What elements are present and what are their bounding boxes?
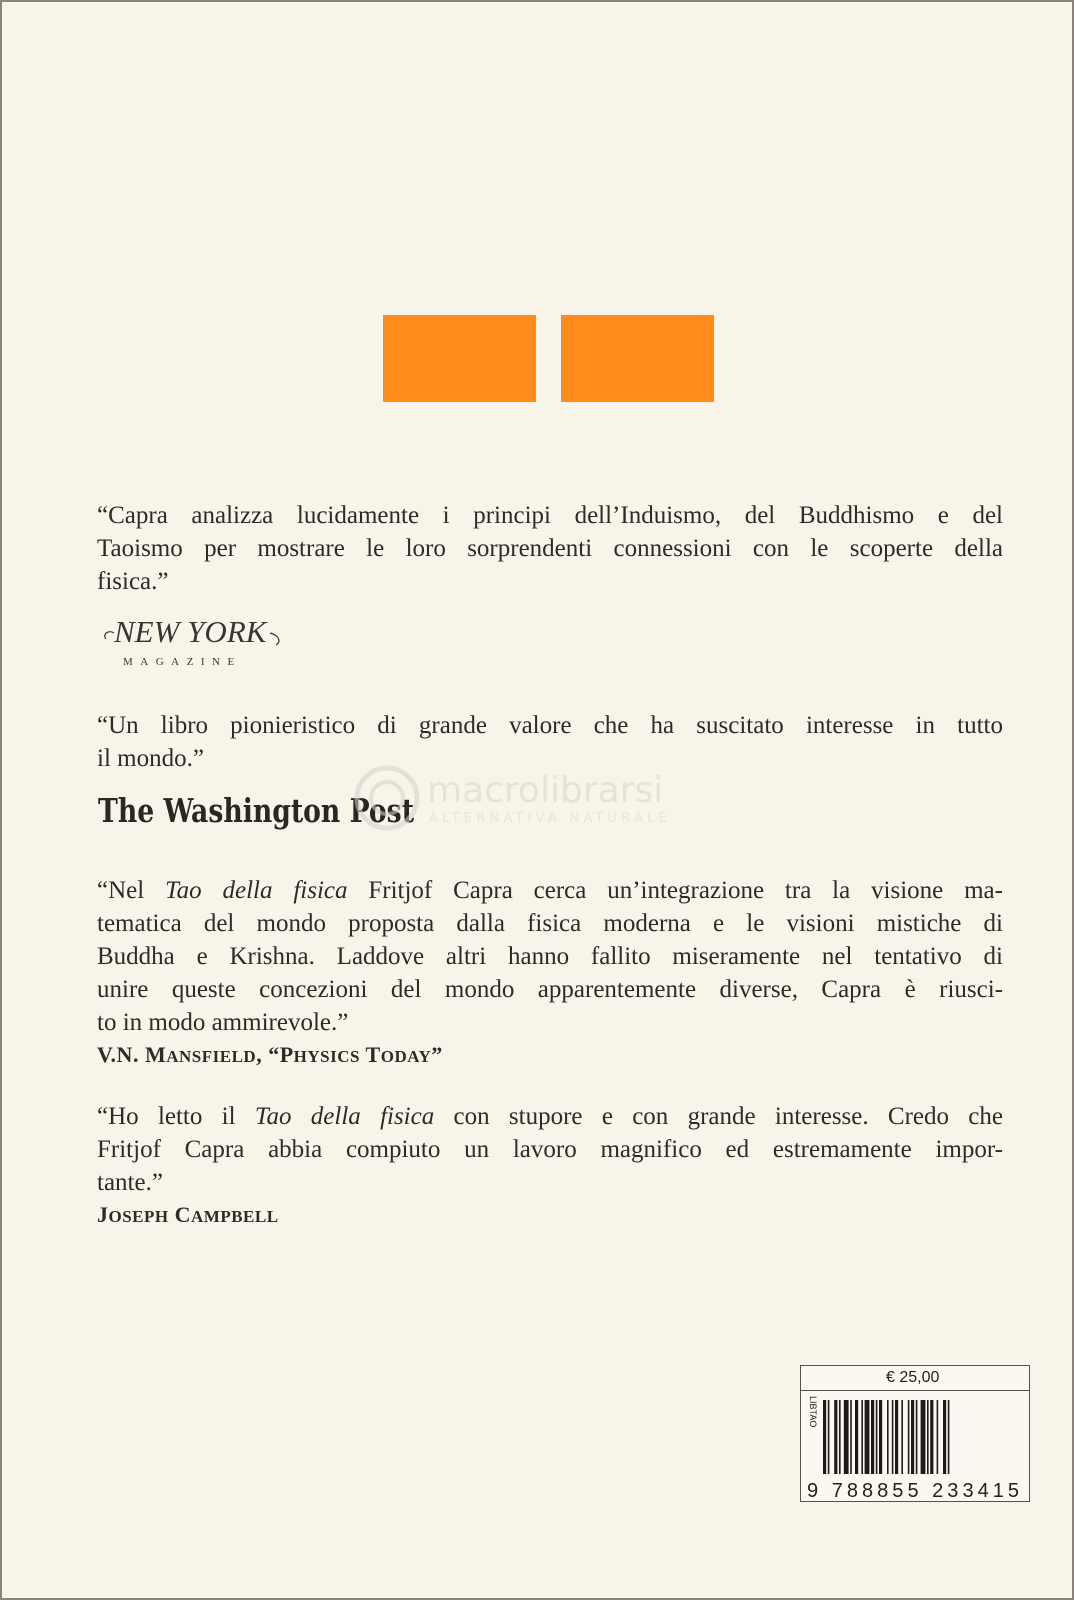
barcode-bar: [855, 1400, 858, 1474]
quote-line: fisica.”: [97, 568, 169, 595]
price-barcode-box: [800, 1365, 1030, 1502]
isbn-barcode: [801, 1390, 1029, 1502]
quote-line: Taoismo per mostrare le loro sorprendenti connessioni con le scoperte della: [97, 535, 1003, 562]
barcode-bar: [921, 1400, 926, 1474]
barcode-bars: [823, 1400, 949, 1474]
barcode-bar: [834, 1400, 837, 1474]
quote-new-york: [97, 499, 1003, 598]
barcode-bar: [844, 1400, 849, 1474]
quote-line: Fritjof Capra abbia compiuto un lavoro magnifico ed estremamente impor-: [97, 1136, 1003, 1163]
macrolibrarsi-watermark: [347, 760, 747, 840]
quote-line: “Un libro pionieristico di grande valore che ha suscitato interesse in tutto: [97, 712, 1003, 739]
quote-line: to in modo ammirevole.”: [97, 1009, 349, 1036]
quote-text: con stupore e con grande interesse. Credo che: [434, 1103, 1004, 1130]
quote-line: “Capra analizza lucidamente i principi dell’Induismo, del Buddhismo e del: [97, 502, 1003, 529]
barcode-bar: [948, 1400, 950, 1474]
wapo-title: The Washington Post: [98, 791, 415, 830]
barcode-bar: [937, 1400, 939, 1474]
book-title: Tao della fisica: [254, 1103, 435, 1130]
isbn-digits: 9 788855 233415: [807, 1480, 1019, 1502]
quote-line: unire queste concezioni del mondo apparentemente diverse, Capra è riusci-: [97, 976, 1003, 1003]
product-code: LIBTAO: [808, 1396, 818, 1428]
barcode-bar: [943, 1400, 946, 1474]
barcode-bar: [871, 1400, 874, 1474]
barcode-bar: [865, 1400, 870, 1474]
barcode-bar: [839, 1400, 841, 1474]
quote-line: Buddha e Krishna. Laddove altri hanno fallito miseramente nel tentativo di: [97, 943, 1003, 970]
barcode-bar: [901, 1400, 903, 1474]
quote-line: [97, 1100, 1003, 1133]
quote-text: “Nel: [97, 877, 166, 904]
barcode-bar: [911, 1400, 914, 1474]
watermark-tagline: ALTERNATIVA NATURALE: [429, 811, 671, 826]
book-title: Tao della fisica: [165, 877, 348, 904]
barcode-bar: [887, 1400, 889, 1474]
nym-subtitle: MAGAZINE: [123, 656, 242, 668]
quote-attribution: JOSEPH CAMPBELL: [97, 1202, 279, 1227]
watermark-brand: macrolibrarsi: [427, 770, 664, 811]
quote-joseph-campbell: [97, 1100, 1003, 1233]
quote-line: il mondo.”: [97, 745, 204, 772]
barcode-bar: [850, 1400, 852, 1474]
barcode-bar: [861, 1400, 863, 1474]
barcode-bar: [828, 1400, 830, 1474]
quote-line: tematica del mondo proposta dalla fisica moderna e le visioni mistiche di: [97, 910, 1003, 937]
orange-square-right: [561, 315, 714, 402]
quote-line: [97, 874, 1003, 907]
quote-line: tante.”: [97, 1169, 163, 1196]
barcode-bar: [892, 1400, 894, 1474]
barcode-bar: [879, 1400, 882, 1474]
barcode-bar: [908, 1400, 910, 1474]
barcode-bar: [895, 1400, 898, 1474]
barcode-bar: [823, 1400, 826, 1474]
barcode-bar: [876, 1400, 878, 1474]
price-label: € 25,00: [801, 1366, 1029, 1391]
quote-physics-today: [97, 874, 1003, 1073]
quote-text: Fritjof Capra cerca un’integrazione tra la visione ma-: [347, 877, 1003, 904]
quote-text: “Ho letto il: [97, 1103, 255, 1130]
quote-attribution: V.N. MANSFIELD, “PHYSICS TODAY”: [97, 1042, 443, 1067]
barcode-bar: [927, 1400, 929, 1474]
new-york-magazine-logo: [100, 605, 300, 675]
nym-title: NEW YORK: [114, 614, 267, 649]
barcode-bar: [916, 1400, 918, 1474]
barcode-bar: [930, 1400, 933, 1474]
orange-square-left: [383, 315, 536, 402]
